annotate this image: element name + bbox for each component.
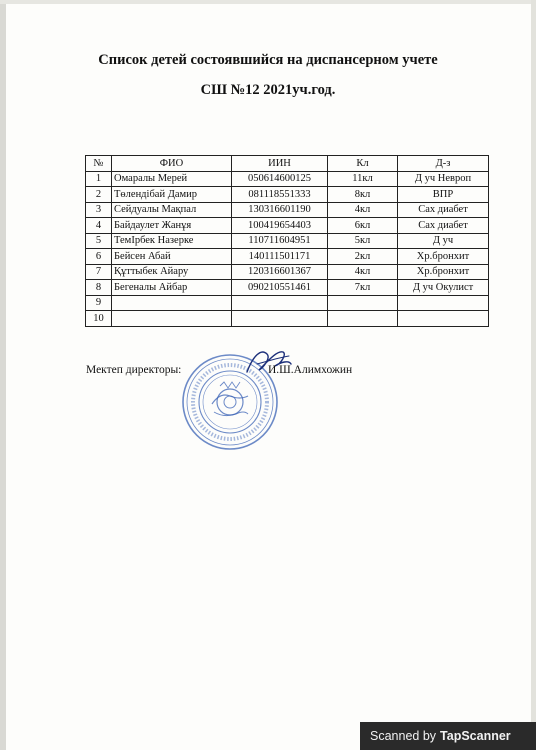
cell-diagnosis: Д уч Окулист (398, 280, 489, 296)
cell-num: 6 (86, 249, 112, 265)
director-name: И.Ш.Алимхожин (268, 364, 353, 376)
cell-fio: ТемІрбек Назерке (112, 233, 232, 249)
cell-fio: Сейдуалы Мақпал (112, 202, 232, 218)
table-row (86, 311, 489, 327)
cell-fio: Бейсен Абай (112, 249, 232, 265)
cell-class: 5кл (328, 233, 398, 249)
cell-class: 4кл (328, 264, 398, 280)
cell-diagnosis: Д уч Невроп (398, 171, 489, 187)
cell-class: 8кл (328, 187, 398, 203)
cell-diagnosis: Хр.бронхит (398, 249, 489, 265)
cell-fio: Байдаулет Жанұя (112, 218, 232, 234)
scanner-brand: TapScanner (440, 729, 511, 743)
cell-iin: 140111501171 (232, 249, 328, 265)
cell-fio: Төлендібай Дамир (112, 187, 232, 203)
scanner-watermark (360, 722, 536, 750)
director-label: Мектеп директоры: (86, 364, 182, 376)
cell-fio: Құттыбек Айару (112, 264, 232, 280)
cell-num: 1 (86, 171, 112, 187)
cell-class: 2кл (328, 249, 398, 265)
table-row (86, 218, 489, 234)
cell-fio: Омаралы Мерей (112, 171, 232, 187)
cell-num: 2 (86, 187, 112, 203)
document-title: Список детей состоявшийся на диспансерном учете (98, 52, 438, 68)
cell-num: 5 (86, 233, 112, 249)
cell-class: 7кл (328, 280, 398, 296)
cell-fio: Бегеналы Айбар (112, 280, 232, 296)
cell-num: 10 (86, 311, 112, 327)
table-row (86, 295, 489, 311)
table-row (86, 264, 489, 280)
cell-num: 7 (86, 264, 112, 280)
document-subtitle: СШ №12 2021уч.год. (200, 82, 336, 98)
cell-class: 11кл (328, 171, 398, 187)
cell-iin (232, 311, 328, 327)
scan-edge-left (0, 0, 6, 750)
table-row (86, 249, 489, 265)
children-table (85, 155, 489, 327)
cell-num: 9 (86, 295, 112, 311)
scan-edge-top (0, 0, 536, 4)
cell-class: 6кл (328, 218, 398, 234)
cell-iin: 120316601367 (232, 264, 328, 280)
cell-fio (112, 311, 232, 327)
table-row (86, 280, 489, 296)
table-row (86, 202, 489, 218)
table-row (86, 187, 489, 203)
cell-fio (112, 295, 232, 311)
cell-diagnosis: Сах диабет (398, 202, 489, 218)
cell-iin: 100419654403 (232, 218, 328, 234)
cell-iin: 090210551461 (232, 280, 328, 296)
table-header-row (86, 156, 489, 172)
scanner-prefix: Scanned by (370, 729, 437, 743)
table-row (86, 233, 489, 249)
header-iin: ИИН (232, 156, 328, 172)
cell-num: 8 (86, 280, 112, 296)
header-class: Кл (328, 156, 398, 172)
scan-edge-right (531, 0, 536, 750)
cell-iin: 110711604951 (232, 233, 328, 249)
cell-diagnosis: Сах диабет (398, 218, 489, 234)
cell-iin (232, 295, 328, 311)
cell-class: 4кл (328, 202, 398, 218)
cell-iin: 130316601190 (232, 202, 328, 218)
cell-iin: 081118551333 (232, 187, 328, 203)
cell-num: 3 (86, 202, 112, 218)
cell-diagnosis (398, 295, 489, 311)
cell-iin: 050614600125 (232, 171, 328, 187)
cell-diagnosis (398, 311, 489, 327)
cell-class (328, 295, 398, 311)
header-diagnosis: Д-з (398, 156, 489, 172)
cell-diagnosis: Д уч (398, 233, 489, 249)
cell-class (328, 311, 398, 327)
cell-diagnosis: ВПР (398, 187, 489, 203)
header-num: № (86, 156, 112, 172)
header-fio: ФИО (112, 156, 232, 172)
cell-num: 4 (86, 218, 112, 234)
cell-diagnosis: Хр.бронхит (398, 264, 489, 280)
table-row (86, 171, 489, 187)
